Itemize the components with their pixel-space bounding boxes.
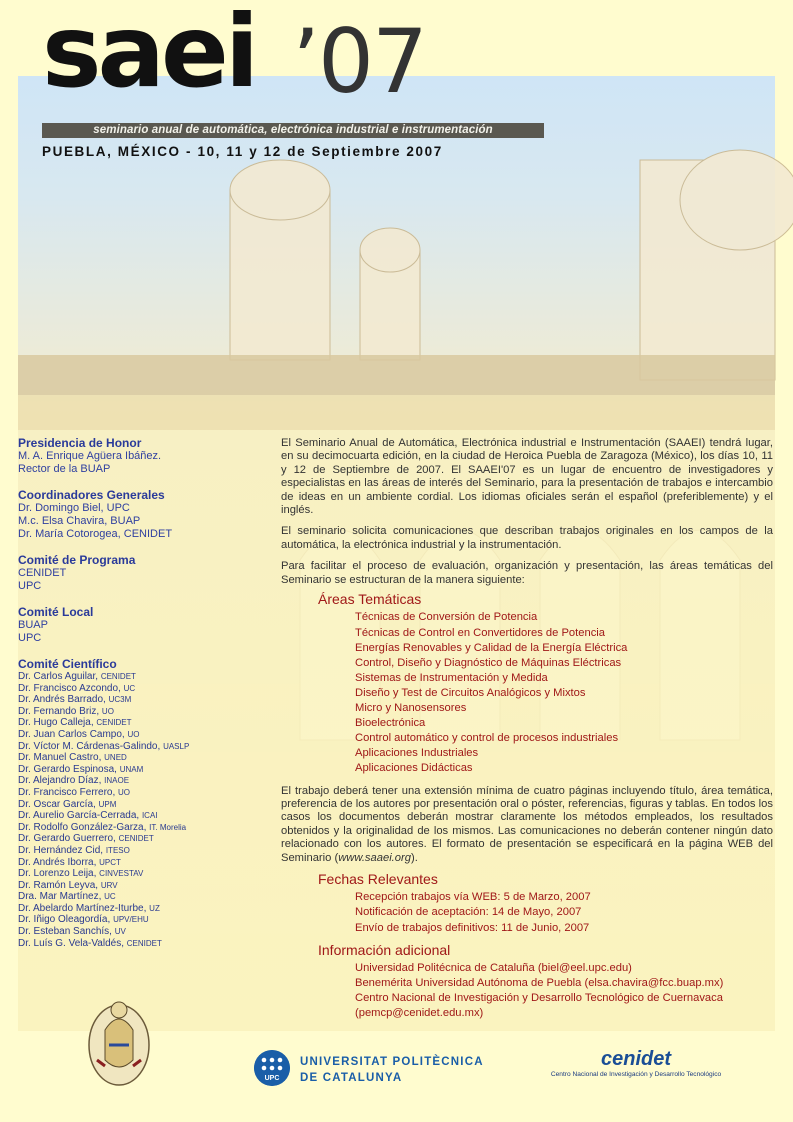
member-name: Dr. Rodolfo González-Garza,	[18, 821, 150, 833]
scientific-member	[18, 764, 268, 776]
member-affiliation: UC	[123, 683, 136, 693]
area-item: Sistemas de Instrumentación y Medida	[355, 671, 548, 684]
cenidet-name: cenidet	[600, 1048, 672, 1070]
member-affiliation: UPCT	[99, 857, 121, 867]
member-affiliation: UASLP	[163, 741, 190, 751]
member-affiliation: UNAM	[119, 764, 144, 774]
program-heading: Comité de Programa	[18, 553, 136, 567]
cenidet-logo	[536, 1048, 736, 1078]
subtitle-banner: seminario anual de automática, electrónica industrial e instrumentación	[42, 123, 544, 138]
member-name: Dr. Francisco Azcondo,	[18, 682, 124, 694]
dates-heading: Fechas Relevantes	[318, 870, 438, 887]
scientific-member	[18, 891, 268, 903]
member-affiliation: UNED	[104, 753, 127, 763]
main-text	[281, 437, 773, 1021]
area-item: Bioelectrónica	[355, 717, 426, 730]
date-item: Recepción trabajos vía WEB: 5 de Marzo, 2007	[355, 891, 591, 904]
info-list	[355, 961, 773, 1021]
member-name: Dr. Aurelio García-Cerrada,	[18, 810, 142, 822]
member-name: Dr. Víctor M. Cárdenas-Galindo,	[18, 740, 164, 752]
member-affiliation: URV	[100, 880, 118, 890]
scientific-member	[18, 926, 268, 938]
scientific-member	[18, 810, 268, 822]
info-item: Universidad Politécnica de Cataluña (biel@eel.upc.edu)	[355, 962, 632, 975]
website-link[interactable]: www.saaei.org	[338, 851, 411, 864]
member-affiliation: CENIDET	[100, 672, 136, 681]
member-name: Dr. Gerardo Guerrero,	[18, 833, 119, 845]
member-affiliation: ITESO	[105, 845, 130, 855]
member-affiliation: UPM	[98, 799, 117, 809]
scientific-member	[18, 694, 268, 706]
member-affiliation: IT. Morelia	[149, 822, 187, 832]
cenidet-subtitle: Centro Nacional de Investigación y Desarrollo Tecnológico	[550, 1071, 722, 1078]
scientific-member	[18, 775, 268, 787]
member-name: Dr. Manuel Castro,	[18, 752, 105, 764]
areas-list	[355, 610, 773, 776]
honor-line: M. A. Enrique Agüera Ibáñez.	[18, 450, 162, 462]
scientific-member	[18, 787, 268, 799]
member-name: Dr. Esteban Sanchís,	[18, 926, 115, 938]
member-affiliation: UPV/EHU	[113, 915, 149, 925]
scientific-member	[18, 752, 268, 764]
member-affiliation: UZ	[149, 903, 160, 913]
member-affiliation: UC	[104, 892, 116, 902]
coordinators-heading: Coordinadores Generales	[18, 488, 165, 502]
scientific-member	[18, 903, 268, 915]
scientific-member	[18, 868, 268, 880]
local-line: BUAP	[18, 619, 48, 631]
member-affiliation: UO	[101, 706, 114, 716]
member-name: Dra. Mar Martínez,	[18, 891, 105, 903]
member-name: Dr. Hugo Calleja,	[18, 717, 97, 729]
scientific-member	[18, 914, 268, 926]
member-name: Dr. Ramón Leyva,	[18, 879, 101, 891]
date-item: Notificación de aceptación: 14 de Mayo, 2007	[355, 906, 582, 919]
info-item: (pemcp@cenidet.edu.mx)	[355, 1007, 484, 1020]
member-name: Dr. Juan Carlos Campo,	[18, 728, 128, 740]
member-name: Dr. Luís G. Vela-Valdés,	[18, 937, 127, 949]
member-name: Dr. Fernando Briz,	[18, 705, 102, 717]
member-name: Dr. Alejandro Díaz,	[18, 775, 105, 787]
member-name: Dr. Oscar García,	[18, 798, 99, 810]
program-line: CENIDET	[18, 567, 67, 579]
dome-left	[230, 160, 330, 220]
format-text: El trabajo deberá tener una extensión mínima de cuatro páginas incluyendo título, área temática, preferencia de los autores por presentación oral o póster, referencias, figuras y tablas. En todos los casos los documentos deberán mostrar claramente los métodos empleados, los resultados obtenidos y la originalidad de los mismos. Las comunicaciones no deberán contener ningún dato relacionado con los autores. El formato de presentación se especificará en la página WEB del Seminario (	[281, 784, 773, 864]
scientific-member	[18, 741, 268, 753]
dome-right	[680, 150, 793, 250]
upc-badge-icon	[254, 1050, 290, 1086]
event-dateline: PUEBLA, MÉXICO - 10, 11 y 12 de Septiembre 2007	[42, 144, 443, 159]
logo-saei: saei	[42, 0, 256, 110]
member-name: Dr. Lorenzo Leija,	[18, 868, 100, 880]
member-affiliation: CENIDET	[126, 938, 162, 948]
scientific-heading: Comité Científico	[18, 657, 117, 671]
scientific-member	[18, 857, 268, 869]
area-item: Aplicaciones Industriales	[355, 747, 479, 760]
area-item: Técnicas de Conversión de Potencia	[355, 611, 538, 624]
format-paragraph	[281, 785, 773, 865]
member-name: Dr. Abelardo Martínez-Iturbe,	[18, 902, 150, 914]
date-item: Envío de trabajos definitivos: 11 de Junio, 2007	[355, 921, 590, 934]
logo-year: ’07	[292, 10, 426, 113]
member-affiliation: UO	[127, 729, 140, 739]
member-affiliation: CINVESTAV	[99, 869, 144, 879]
honor-line: Rector de la BUAP	[18, 463, 111, 475]
member-affiliation: UO	[118, 787, 131, 797]
scientific-member	[18, 671, 268, 683]
area-item: Micro y Nanosensores	[355, 702, 467, 715]
scientific-member	[18, 938, 268, 950]
member-affiliation: CENIDET	[96, 718, 132, 728]
areas-heading: Áreas Temáticas	[318, 591, 422, 608]
scientific-member	[18, 717, 268, 729]
info-heading: Información adicional	[318, 941, 451, 958]
member-affiliation: ICAI	[141, 811, 158, 821]
scientific-member	[18, 833, 268, 845]
member-name: Dr. Francisco Ferrero,	[18, 786, 119, 798]
member-affiliation: UC3M	[108, 695, 132, 705]
scientific-list	[18, 671, 268, 949]
upc-badge-text: UPC	[264, 1075, 280, 1082]
scientific-member	[18, 822, 268, 834]
area-item: Aplicaciones Didácticas	[355, 762, 473, 775]
areas-intro: Para facilitar el proceso de evaluación, organización y presentación, las áreas temáticas del Seminario se estructuran de la manera siguiente:	[281, 560, 773, 586]
member-name: Dr. Andrés Barrado,	[18, 694, 109, 706]
local-line: UPC	[18, 632, 42, 644]
info-item: Centro Nacional de Investigación y Desarrollo Tecnológico de Cuernavaca	[355, 992, 723, 1005]
upc-name-line1: UNIVERSITAT POLITÈCNICA	[300, 1056, 484, 1068]
scientific-member	[18, 845, 268, 857]
scientific-member	[18, 683, 268, 695]
buap-seal-icon	[83, 990, 155, 1090]
coordinator-line: M.c. Elsa Chavira, BUAP	[18, 515, 141, 527]
area-item: Diseño y Test de Circuitos Analógicos y Mixtos	[355, 686, 586, 699]
coordinator-line: Dr. María Cotorogea, CENIDET	[18, 528, 173, 540]
area-item: Técnicas de Control en Convertidores de Potencia	[355, 626, 605, 639]
area-item: Control automático y control de procesos industriales	[355, 732, 619, 745]
scientific-member	[18, 706, 268, 718]
scientific-member	[18, 799, 268, 811]
intro-paragraph: El Seminario Anual de Automática, Electrónica industrial e Instrumentación (SAAEI) tendrá lugar, en su decimocuarta edición, en la ciudad de Heroica Puebla de Zaragoza (México), los días 10, 11 y 12 de Septiembre de 2007. El SAAEI'07 es un lugar de encuentro de investigadores y especialistas en las áreas de interés del Seminario, para la presentación de trabajos e intercambio de ideas en un ambiente cordial. Los idiomas oficiales serán el español (preferiblemente) y el inglés.	[281, 437, 773, 517]
scientific-member	[18, 880, 268, 892]
member-name: Dr. Gerardo Espinosa,	[18, 763, 120, 775]
local-heading: Comité Local	[18, 605, 94, 619]
call-paragraph: El seminario solicita comunicaciones que describan trabajos originales en los campos de la automática, la electrónica industrial y la instrumentación.	[281, 525, 773, 551]
area-item: Control, Diseño y Diagnóstico de Máquinas Eléctricas	[355, 656, 622, 669]
member-affiliation: INAOE	[104, 776, 130, 786]
coordinator-line: Dr. Domingo Biel, UPC	[18, 502, 130, 514]
dates-list	[355, 890, 773, 935]
info-item: Benemérita Universidad Autónoma de Puebla (elsa.chavira@fcc.buap.mx)	[355, 977, 724, 990]
area-item: Energías Renovables y Calidad de la Energía Eléctrica	[355, 641, 628, 654]
saei-logo	[42, 0, 562, 120]
committees-column	[18, 436, 268, 949]
member-affiliation: UV	[114, 927, 126, 937]
member-name: Dr. Carlos Aguilar,	[18, 671, 101, 682]
dome-mid	[360, 228, 420, 272]
member-affiliation: CENIDET	[118, 834, 154, 844]
format-end: ).	[410, 851, 418, 864]
member-name: Dr. Hernández Cid,	[18, 844, 106, 856]
member-name: Dr. Andrés Iborra,	[18, 856, 100, 868]
scientific-member	[18, 729, 268, 741]
balustrade	[18, 355, 775, 395]
footer-logos	[0, 1040, 793, 1122]
program-line: UPC	[18, 580, 42, 592]
member-name: Dr. Iñigo Oleagordía,	[18, 914, 114, 926]
upc-name-line2: DE CATALUNYA	[300, 1072, 403, 1084]
honor-heading: Presidencia de Honor	[18, 436, 142, 450]
